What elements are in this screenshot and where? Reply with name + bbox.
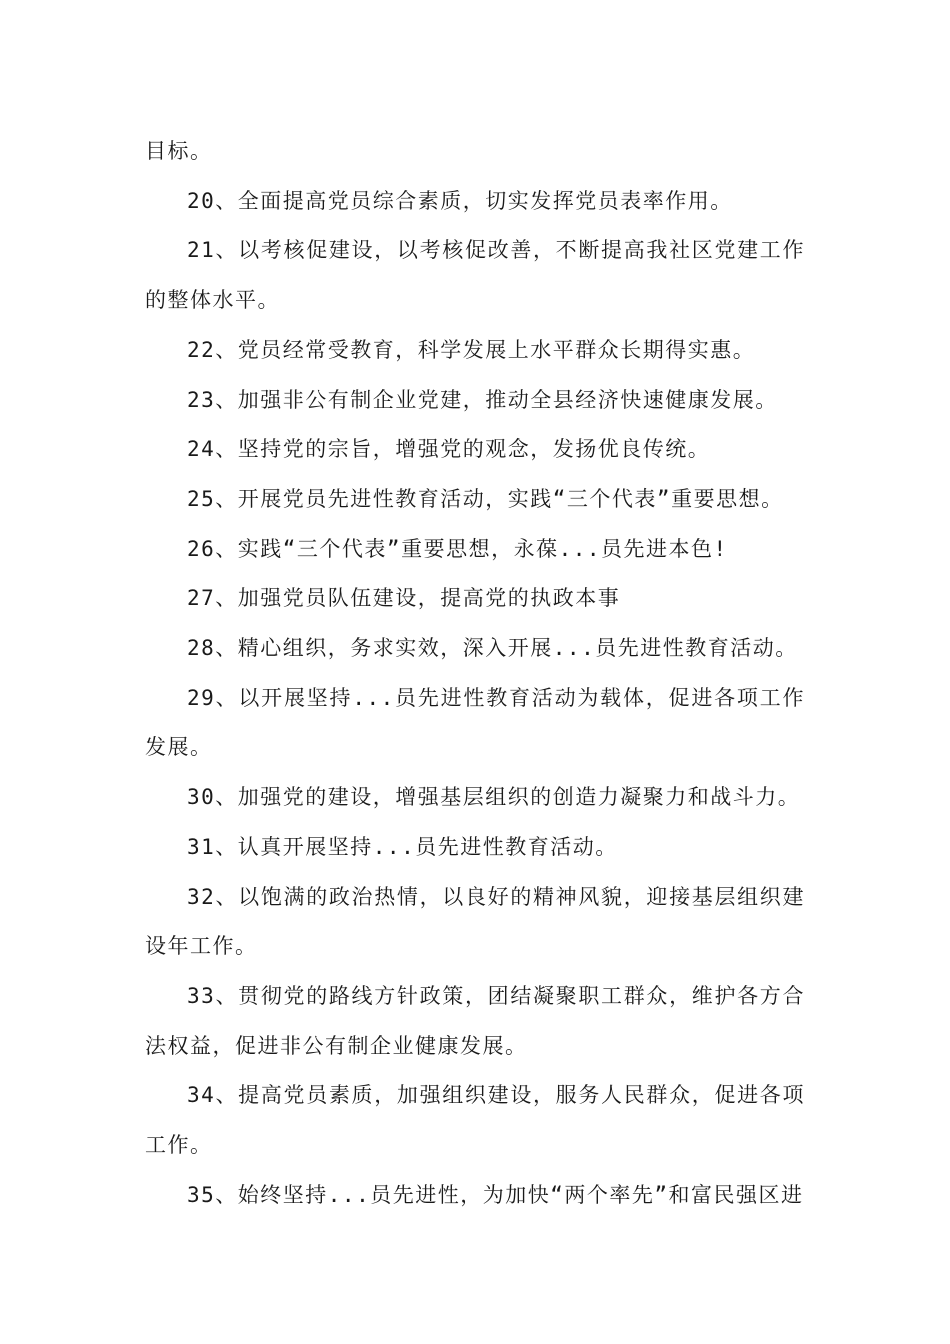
paragraph: 34、提高党员素质，加强组织建设，服务人民群众，促进各项工作。 [145, 1083, 805, 1158]
paragraph: 21、以考核促建设，以考核促改善，不断提高我社区党建工作的整体水平。 [145, 238, 805, 313]
paragraph: 25、开展党员先进性教育活动，实践“三个代表”重要思想。 [187, 486, 784, 511]
paragraph: 27、加强党员队伍建设，提高党的执政本事 [187, 586, 621, 611]
paragraph: 22、党员经常受教育，科学发展上水平群众长期得实惠。 [187, 337, 756, 362]
paragraph: 20、全面提高党员综合素质，切实发挥党员表率作用。 [187, 188, 733, 213]
paragraph: 31、认真开展坚持...员先进性教育活动。 [187, 834, 618, 859]
paragraph: 28、精心组织，务求实效，深入开展...员先进性教育活动。 [187, 636, 798, 661]
paragraph: 26、实践“三个代表”重要思想，永葆...员先进本色! [187, 536, 728, 561]
paragraph: 33、贯彻党的路线方针政策，团结凝聚职工群众，维护各方合法权益，促进非公有制企业健康发展。 [145, 983, 805, 1058]
paragraph: 目标。 [145, 139, 213, 163]
paragraph: 30、加强党的建设，增强基层组织的创造力凝聚力和战斗力。 [187, 785, 801, 810]
paragraph: 32、以饱满的政治热情，以良好的精神风貌，迎接基层组织建设年工作。 [145, 884, 805, 959]
paragraph: 24、坚持党的宗旨，增强党的观念，发扬优良传统。 [187, 437, 711, 462]
paragraph: 23、加强非公有制企业党建，推动全县经济快速健康发展。 [187, 387, 778, 412]
document-body [145, 127, 805, 1220]
paragraph: 35、始终坚持...员先进性，为加快“两个率先”和富民强区进 [187, 1182, 804, 1207]
paragraph: 29、以开展坚持...员先进性教育活动为载体，促进各项工作发展。 [145, 685, 805, 760]
